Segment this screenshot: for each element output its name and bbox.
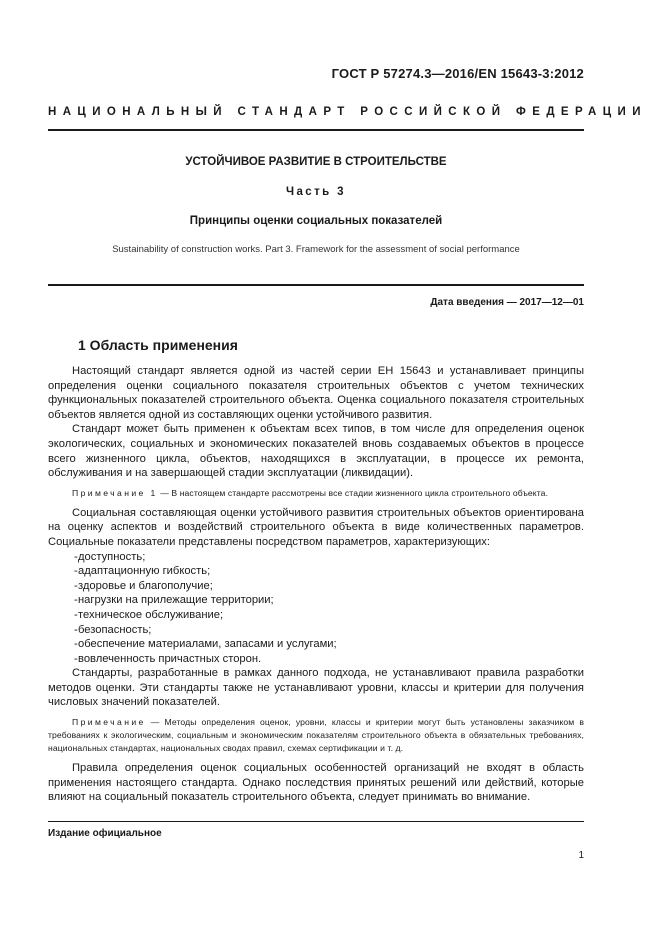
- section-body: [48, 364, 584, 805]
- section-title: 1 Область применения: [78, 337, 238, 353]
- document-title: УСТОЙЧИВОЕ РАЗВИТИЕ В СТРОИТЕЛЬСТВЕ: [185, 156, 447, 168]
- list-item: - техническое обслуживание;: [48, 608, 584, 623]
- english-title: Sustainability of construction works. Part 3. Framework for the assessment of social performance: [112, 244, 520, 255]
- paragraph: Настоящий стандарт является одной из частей серии ЕН 15643 и устанавливает принципы определения оценки социального показателя строительных объектов с учетом технических функциональных показателей строительного объекта. Оценка социального показателя строительных объектов является одной из составляющих оценки устойчивого развития.: [48, 365, 584, 421]
- parameter-list: [48, 550, 584, 667]
- document-part: Часть 3: [286, 186, 346, 198]
- note-label: Примечание 1: [72, 487, 158, 498]
- list-item: - безопасность;: [48, 623, 584, 638]
- paragraph: Стандарт может быть применен к объектам всех типов, в том числе для определения оценок экологических, социальных и экономических показателей вновь создаваемых объектов в процессе всего жизненного цикла, объектов, находящихся в эксплуатации, в процессе их ремонта, обслуживания и на завершающей стадии эксплуатации (ликвидации).: [48, 423, 584, 480]
- paragraph: Правила определения оценок социальных особенностей организаций не входят в область применения настоящего стандарта. Однако последствия принятых решений или действий, которые влияют на социальный показатель строительного объекта, следует принимать во внимание.: [48, 762, 584, 804]
- note: [48, 716, 584, 755]
- header-rule: [48, 129, 584, 131]
- paragraph: Социальная составляющая оценки устойчивого развития строительных объектов ориентирована на оценку аспектов и воздействий строительного объекта в виде количественных параметров. Социальные показатели представлены посредством параметров, характеризующих:: [48, 506, 584, 548]
- list-item: - нагрузки на прилежащие территории;: [48, 593, 584, 608]
- title-rule: [48, 284, 584, 286]
- note-text: — В настоящем стандарте рассмотрены все стадии жизненного цикла строительного объекта.: [157, 487, 549, 498]
- national-standard-heading: НАЦИОНАЛЬНЫЙ СТАНДАРТ РОССИЙСКОЙ ФЕДЕРАЦИИ: [48, 106, 647, 118]
- note: [48, 487, 584, 500]
- standard-code: ГОСТ Р 57274.3—2016/EN 15643-3:2012: [331, 66, 584, 81]
- footer-rule: [48, 821, 584, 822]
- page-number: 1: [578, 850, 584, 861]
- document-page: [48, 0, 647, 936]
- list-item: - вовлеченность причастных сторон.: [48, 652, 584, 667]
- list-item: - обеспечение материалами, запасами и услугами;: [48, 637, 584, 652]
- official-edition-label: Издание официальное: [48, 828, 162, 839]
- list-item: - адаптационную гибкость;: [48, 564, 584, 579]
- introduction-date: Дата введения — 2017—12—01: [430, 297, 584, 308]
- list-item: - здоровье и благополучие;: [48, 579, 584, 594]
- document-subtitle: Принципы оценки социальных показателей: [189, 215, 443, 227]
- paragraph: Стандарты, разработанные в рамках данного подхода, не устанавливают правила разработки методов оценки. Эти стандарты также не устанавливают уровни, классы и критерии для получения числовых значений показателей.: [48, 667, 584, 709]
- note-text: — Методы определения оценок, уровни, классы и критерии могут быть установлены заказчиком в требованиях к экологическим, социальным и экономическим показателям строительного объекта в обязательных требованиях, национальных стандартах, национальных сводах правил, схемах сертификации и т. д.: [48, 717, 584, 754]
- note-label: Примечание: [72, 717, 146, 728]
- list-item: - доступность;: [48, 550, 584, 565]
